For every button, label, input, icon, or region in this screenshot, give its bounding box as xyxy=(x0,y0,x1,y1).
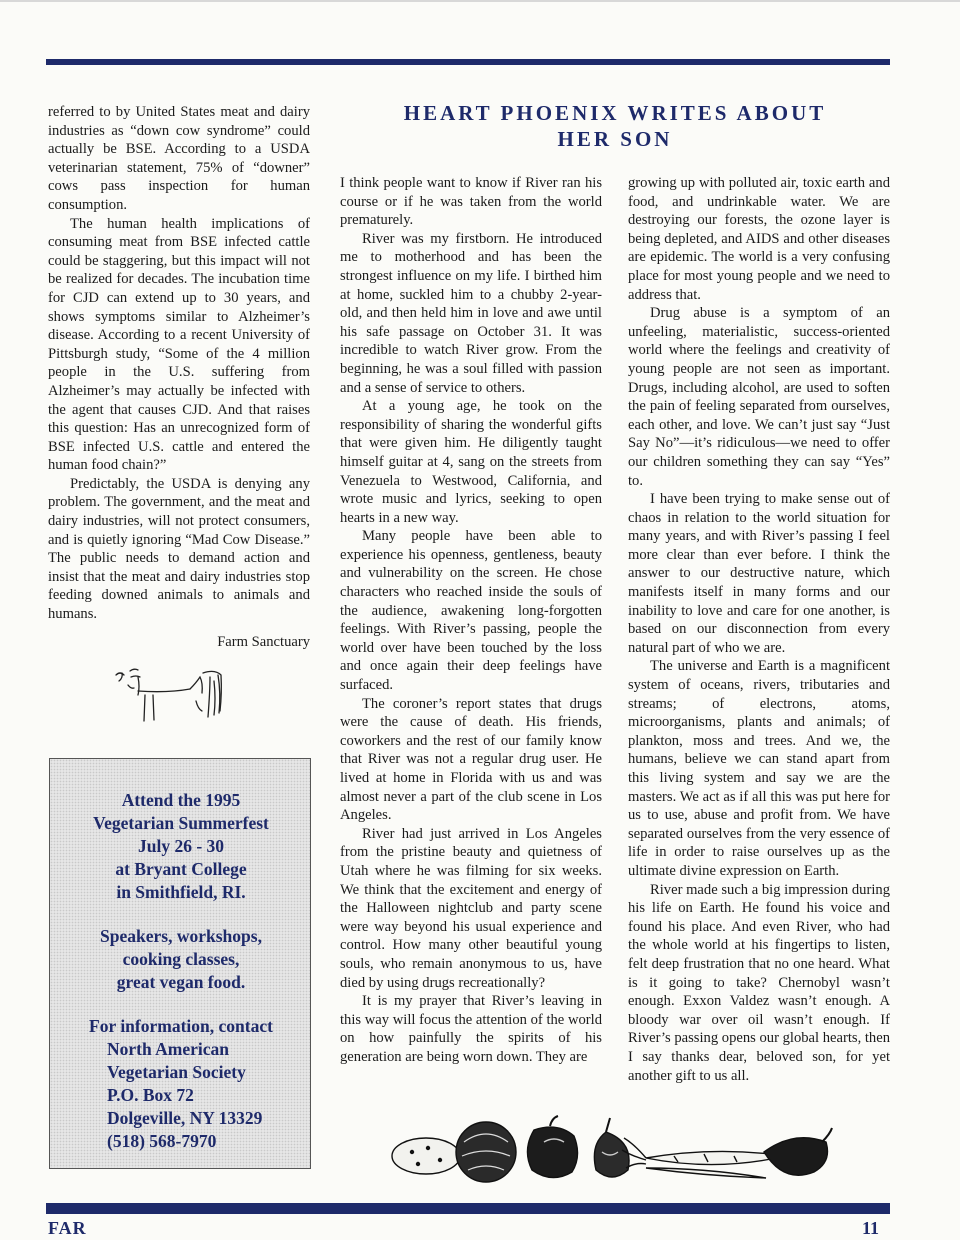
ad-line: Vegetarian Summerfest xyxy=(93,813,269,833)
paragraph: growing up with polluted air, toxic earth and food, and undrinkable water. We are destroying our forests, the ozone layer is being depleted, and AIDS and other diseases are epidemic. The world is a very confusing place for most young people and we need to address that. xyxy=(628,175,890,303)
ad-line: great vegan food. xyxy=(116,972,246,992)
ad-line: For information, contact xyxy=(89,1016,273,1036)
publication-name: FAR xyxy=(48,1218,87,1238)
paragraph: River was my firstborn. He introduced me to motherhood and has been the strongest influence on my life. I birthed him at home, suckled him to a chubby 2-year-old, and then held him in love and awe until his safe passage on October 31. It was incredible to watch River grow. From the beginning, he was a soul filled with passion and a sense of service to others. xyxy=(340,230,602,396)
paragraph: The human health implications of consuming meat from BSE infected cattle could be staggering, but this impact will not be realized for decades. The incubation time for CJD can extend up to 30 years, and shows symptoms similar to Alzheimer’s disease. According to a recent University of Pittsburgh study, “Some of the 4 million people in the U.S. suffering from Alzheimer’s may actually be infected with the agent that causes CJD. And that raises this question: Has an unrecognized form of BSE infected U.S. cattle and entered the human food chain?” xyxy=(48,215,310,474)
paragraph: At a young age, he took on the responsibility of sharing the wonderful gifts that were given him. He diligently taught himself guitar at 4, sang on the streets from Venezuela to Westwood, California, and wrote music and lyrics, seeking to open hearts in a new way. xyxy=(340,398,602,526)
paragraph: I have been trying to make sense out of chaos in relation to the world situation for many years, and with River’s passing I feel more clear than ever before. I think the answer to our destructive nature, which manifests itself in many forms and our inability to love and care for one another, is based on our disconnection from every natural part of who we are. xyxy=(628,491,890,656)
ad-line: P.O. Box 72 xyxy=(107,1085,194,1105)
ad-line: Vegetarian Society xyxy=(107,1062,246,1082)
ad-line: July 26 - 30 xyxy=(137,836,225,856)
ad-line: Speakers, workshops, xyxy=(100,926,262,946)
ad-line: North American xyxy=(107,1039,229,1059)
article-title xyxy=(340,100,890,152)
ad-line: at Bryant College xyxy=(115,859,247,879)
paragraph: River made such a big impression during his life on Earth. He found his voice and found his place. And even River, who had the whole world at his fingertips to listen, felt deep frustration that no one heard. What is it going to take? Chernobyl wasn’t enough. Exxon Valdez wasn’t enough. A bloody war over oil wasn’t enough. If River’s passing opens our global hearts, then I say thanks dear, beloved son, for yet another gift to us all. xyxy=(628,881,890,1084)
article-title-line-1: HEART PHOENIX WRITES ABOUT xyxy=(403,101,827,125)
cow-drawing-icon xyxy=(108,663,238,725)
top-rule xyxy=(46,59,890,65)
page-number: 11 xyxy=(862,1218,880,1238)
column-middle xyxy=(340,174,602,1067)
column-left xyxy=(48,103,310,651)
paragraph: The coroner’s report states that drugs were the cause of death. His friends, coworkers and the rest of our family know that River was not a regular drug user. He lived at home in Florida with us and was almost never a part of the club scene in Los Angeles. xyxy=(340,695,602,824)
paragraph: It is my prayer that River’s leaving in this way will focus the attention of the world on how painfully the spirits of his generation are being worn down. They are xyxy=(340,993,602,1065)
signature-farm-sanctuary: Farm Sanctuary xyxy=(217,633,310,650)
paragraph: Predictably, the USDA is denying any problem. The government, and the meat and dairy industries, will not protect consumers, and is quietly ignoring “Mad Cow Disease.” The public needs to demand action and insist that the meat and dairy industries stop feeding downed animals to animals and humans. xyxy=(48,475,310,623)
scan-edge-line xyxy=(0,0,960,2)
summerfest-ad-box xyxy=(49,758,311,1169)
paragraph: River had just arrived in Los Angeles from the pristine beauty and quietness of Utah where he was filming for six weeks. We think that the excitement and energy of the Halloween nightclub and party scene were way beyond his usual experience and control. How many other beautiful young souls, who remain anonymous to us, have died by using drugs recreationally? xyxy=(340,825,602,991)
paragraph: The universe and Earth is a magnificent system of oceans, rivers, tributaries and streams; of electrons, atoms, microorganisms, plants and animals; of plankton, moss and trees. And we, the humans, believe we can stand apart from this living system and say we are the masters. We act as if all this was put here for us to use, abuse and profit from. We have separated ourselves from the very essence of life in order to raise ourselves up as the ultimate divine expression on Earth. xyxy=(628,658,890,879)
paragraph: I think people want to know if River ran his course or if he was taken from the world prematurely. xyxy=(340,175,602,229)
vegetables-illustration-icon xyxy=(384,1112,834,1190)
paragraph: referred to by United States meat and dairy industries as “down cow syndrome” could actually be BSE. According to a USDA veterinarian statement, 75% of “downer” cows pass inspection for human consumption. xyxy=(48,104,310,213)
ad-line: Dolgeville, NY 13329 xyxy=(107,1108,263,1128)
article-title-line-2: HER SON xyxy=(557,127,673,151)
ad-line: Attend the 1995 xyxy=(121,790,241,810)
paragraph: Drug abuse is a symptom of an unfeeling, materialistic, success-oriented world where the feelings and creativity of young people are not seen as important. Drugs, including alcohol, are used to soften the pain of feeling separated from ourselves, each other, and love. We can’t just say “Just Say No”—it’s ridiculous—we need to offer our children something they can say “Yes” to. xyxy=(628,305,890,489)
ad-line: cooking classes, xyxy=(122,949,240,969)
column-right xyxy=(628,174,890,1085)
ad-line: in Smithfield, RI. xyxy=(116,882,246,902)
bottom-rule xyxy=(46,1203,890,1214)
paragraph: Many people have been able to experience his openness, gentleness, beauty and vulnerability on the screen. He chose characters who reached inside the souls of the audience, awakening long-forgotten feelings. With River’s passing, people the world over have been touched by the loss and once again their deep feelings have surfaced. xyxy=(340,528,602,694)
ad-line: (518) 568-7970 xyxy=(107,1131,217,1151)
